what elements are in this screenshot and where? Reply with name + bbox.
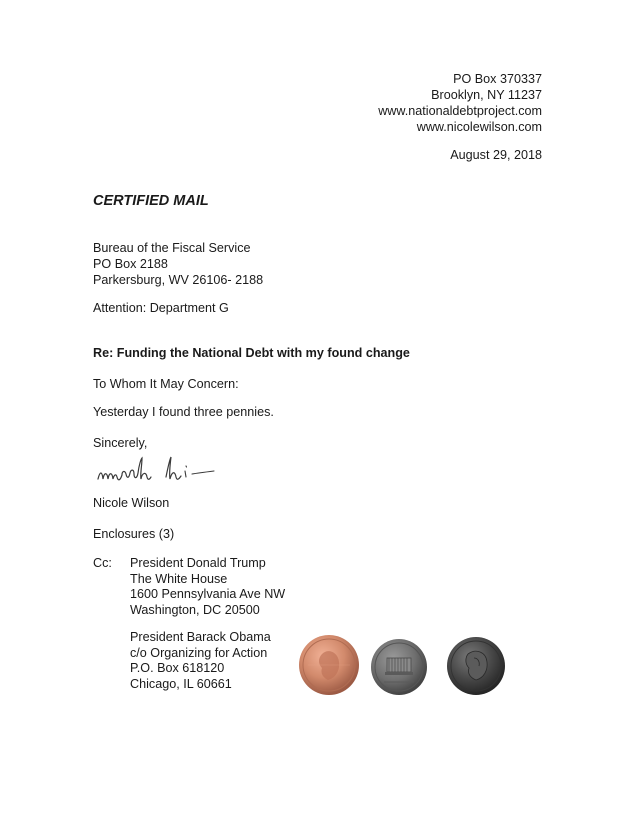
certified-mail-heading: CERTIFIED MAIL xyxy=(93,193,209,209)
subject-line: Re: Funding the National Debt with my found change xyxy=(93,346,410,360)
cc-recipient-2-line4: Chicago, IL 60661 xyxy=(130,676,232,691)
recipient-po-box: PO Box 2188 xyxy=(93,257,168,271)
gray-penny-memorial-image xyxy=(370,638,428,696)
cc-recipient-2 xyxy=(130,630,271,692)
cc-recipient-2-line2: c/o Organizing for Action xyxy=(130,645,268,660)
cc-recipient-1-line3: 1600 Pennsylvania Ave NW xyxy=(130,587,286,601)
recipient-address xyxy=(93,240,263,288)
cc-recipient-1 xyxy=(130,556,285,618)
recipient-name: Bureau of the Fiscal Service xyxy=(93,241,251,255)
dark-penny-image xyxy=(446,636,506,696)
letter-body: Yesterday I found three pennies. xyxy=(93,405,274,419)
letter-date: August 29, 2018 xyxy=(450,148,542,162)
cc-recipient-2-line3: P.O. Box 618120 xyxy=(130,661,225,675)
sender-website-2: www.nicolewilson.com xyxy=(416,120,542,134)
sender-city: Brooklyn, NY 11237 xyxy=(431,88,542,102)
salutation: To Whom It May Concern: xyxy=(93,377,239,391)
sender-address xyxy=(378,71,542,135)
enclosures-line: Enclosures (3) xyxy=(93,527,175,541)
closing: Sincerely, xyxy=(93,436,148,450)
attention-line: Attention: Department G xyxy=(93,301,229,315)
recipient-city: Parkersburg, WV 26106- 2188 xyxy=(93,273,264,287)
cc-recipient-1-name: President Donald Trump xyxy=(130,556,266,570)
signatory-name: Nicole Wilson xyxy=(93,496,170,510)
cc-recipient-2-name: President Barack Obama xyxy=(130,630,271,644)
sender-website-1: www.nationaldebtproject.com xyxy=(378,104,542,118)
handwritten-signature xyxy=(94,455,234,489)
copper-penny-image xyxy=(298,634,360,696)
cc-label: Cc: xyxy=(93,556,112,570)
cc-recipient-1-line4: Washington, DC 20500 xyxy=(130,602,260,617)
cc-recipient-1-line2: The White House xyxy=(130,571,228,586)
sender-po-box: PO Box 370337 xyxy=(453,72,542,86)
